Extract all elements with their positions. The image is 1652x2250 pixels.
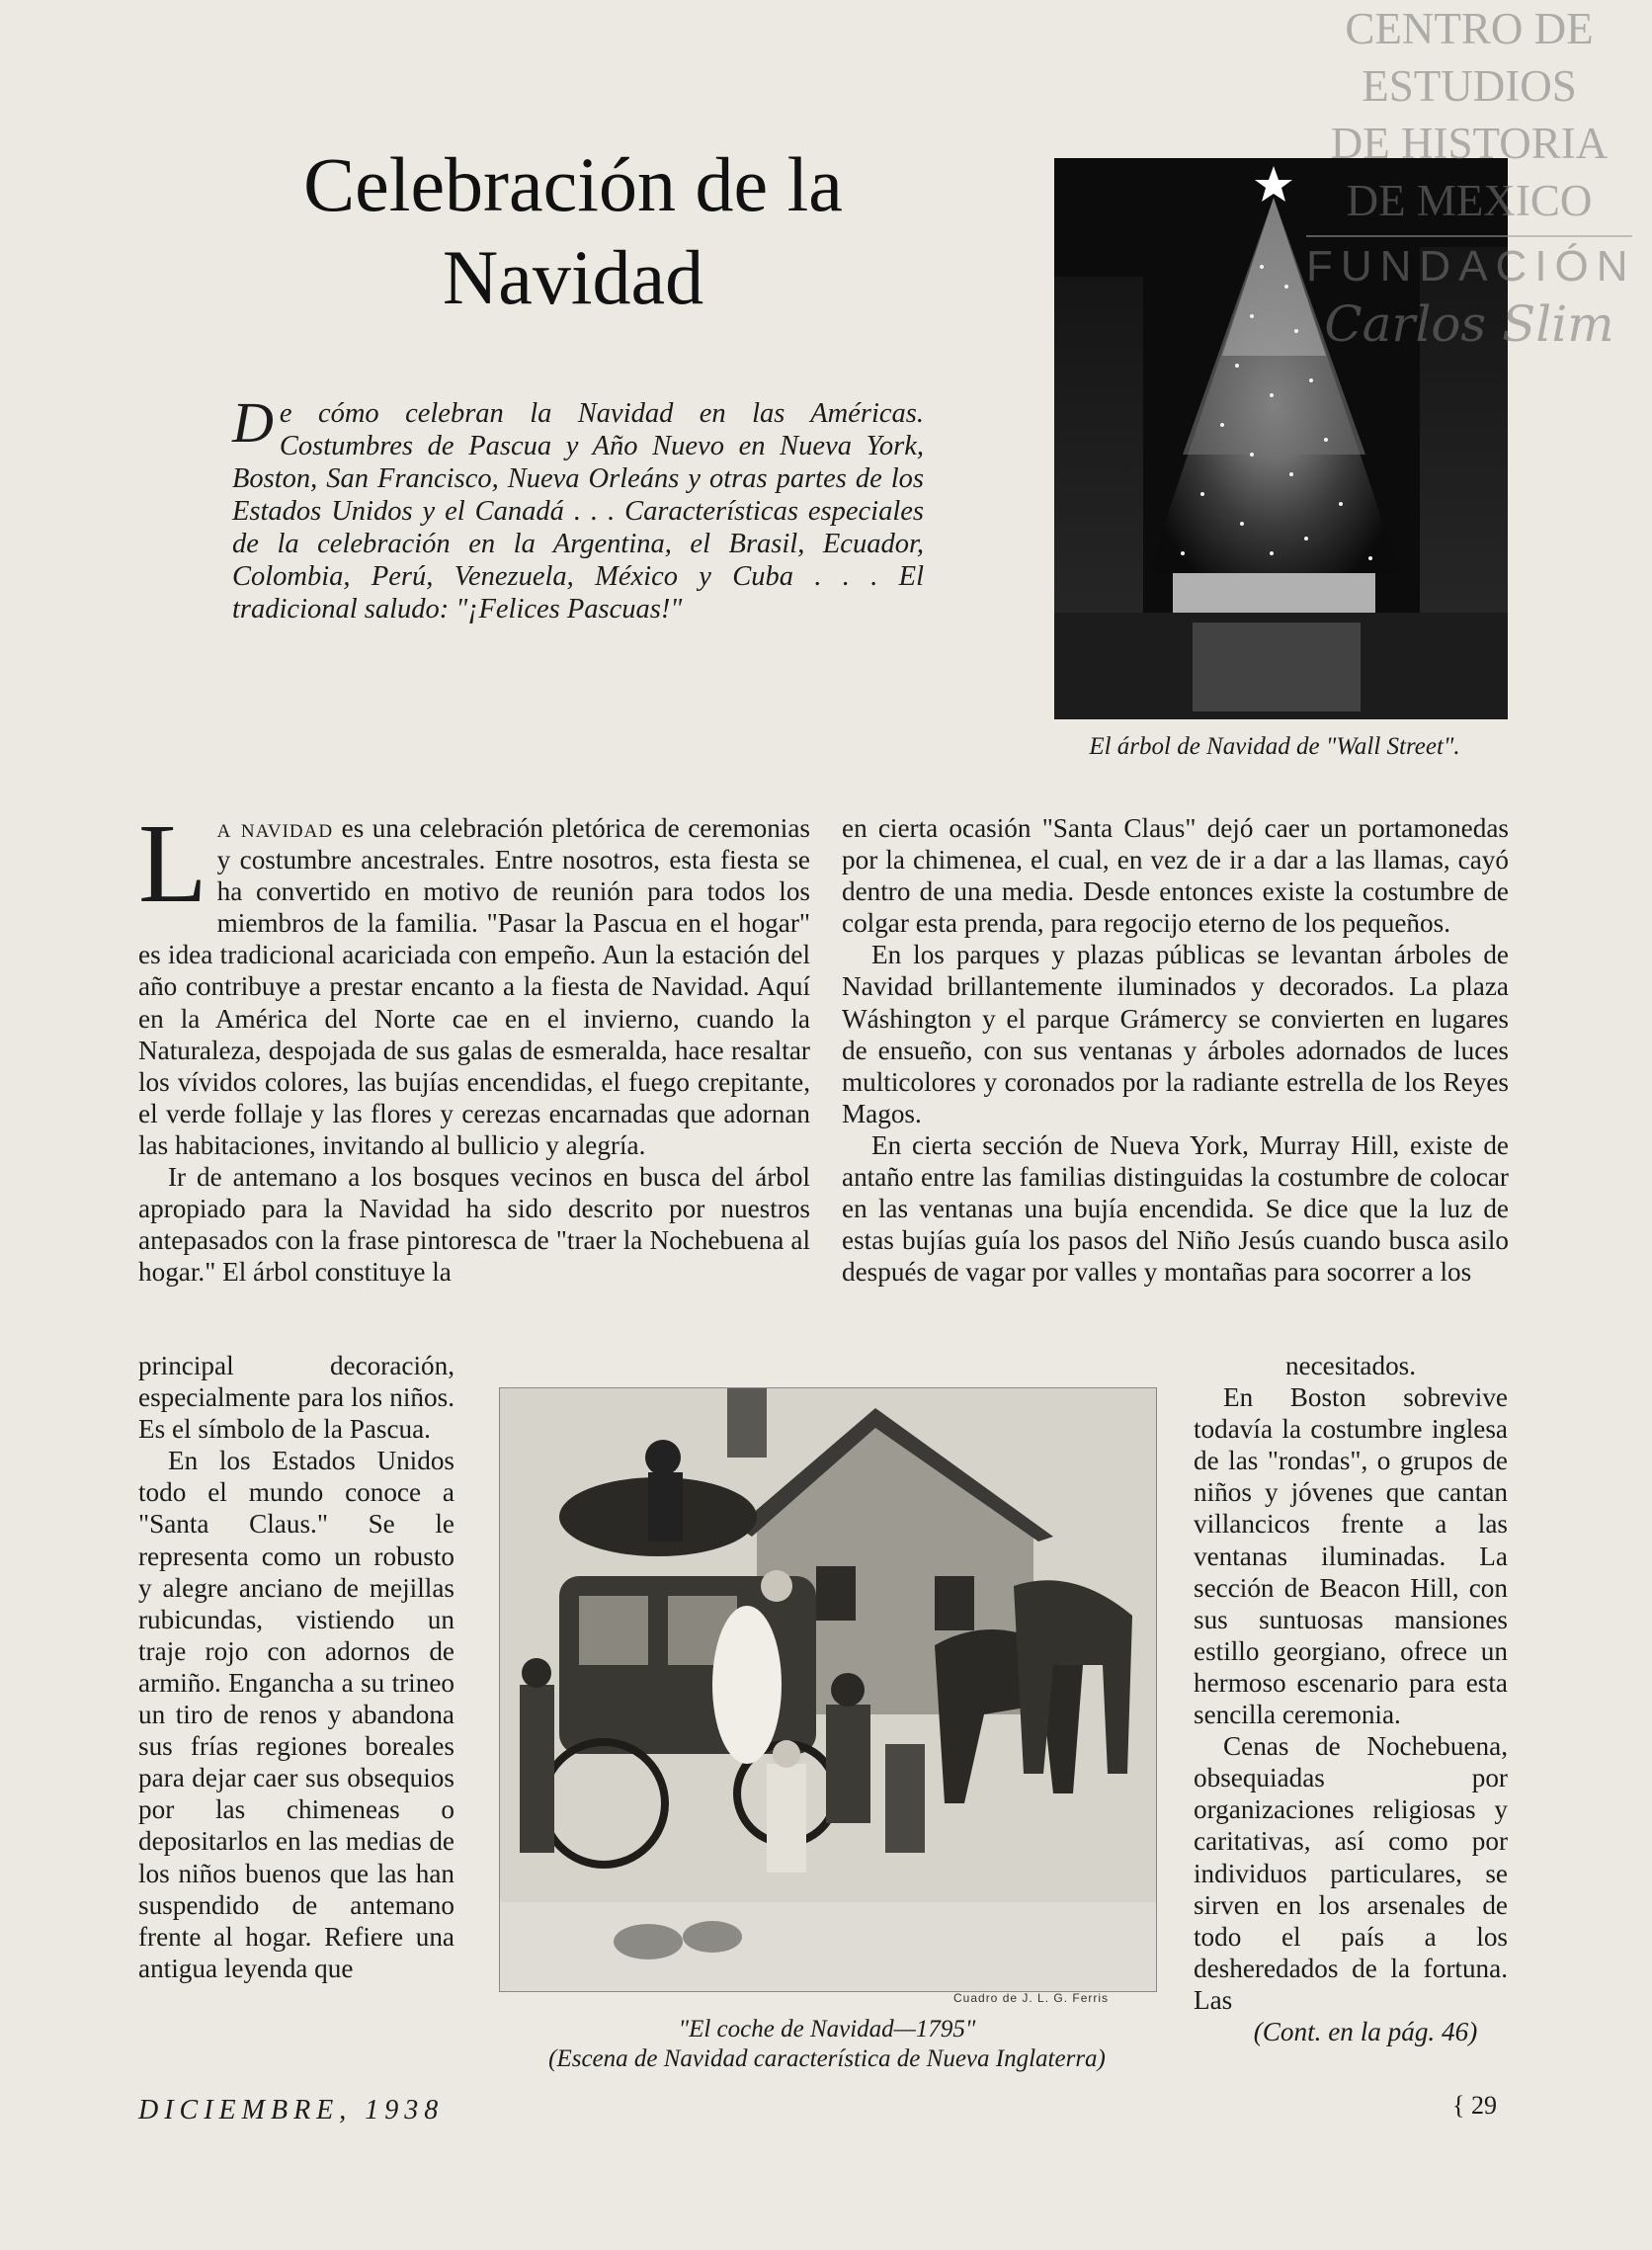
- tree-caption: El árbol de Navidad de "Wall Street".: [1089, 733, 1460, 760]
- page-number: [1452, 2091, 1497, 2121]
- watermark-signature: Carlos Slim: [1324, 295, 1614, 353]
- watermark-line-1: CENTRO DE: [1345, 4, 1594, 53]
- page-bracket: {: [1452, 2091, 1465, 2120]
- watermark-line-2: ESTUDIOS: [1362, 61, 1577, 111]
- watermark-line-3: DE HISTORIA: [1330, 119, 1609, 168]
- column-2-top: [842, 812, 1509, 1288]
- col1-paragraph-3: En los Estados Unidos todo el mundo conoce a "Santa Claus." Se le representa como un robusto y alegre anciano de mejillas rubicundas, vistiendo un traje rojo con adornos de armiño. Engancha a su trineo un tiro de renos y abandona sus frías regiones boreales para dejar caer sus obsequios por las chimeneas o depositarlos en las medias de los niños buenos que las han suspendido de antemano frente al hogar. Refiere una antigua leyenda que: [138, 1446, 454, 1983]
- column-1-top: [138, 800, 810, 1288]
- article-title: [188, 138, 958, 324]
- intro-text: e cómo celebran la Navidad en las Américas. Costumbres de Pascua y Año Nuevo en Nueva York, Boston, San Francisco, Nueva Orleáns y otras partes de los Estados Unidos y el Canadá . . . Características especiales de la celebración en la Argentina, el Brasil, Ecuador, Colombia, Perú, Venezuela, México y Cuba . . . El tradicional saludo: "¡Felices Pascuas!": [232, 398, 924, 625]
- column-1-narrow: [138, 1350, 454, 1984]
- col1-paragraph-2: Ir de antemano a los bosques vecinos en busca del árbol apropiado para la Navidad ha sido descrito por nuestros antepasados con la frase pintoresca de "traer la Nochebuena al hogar." El árbol constituye la: [138, 1162, 810, 1288]
- intro-dropcap: D: [232, 390, 274, 455]
- col1-paragraph-2-cont: principal decoración, especialmente para los niños. Es el símbolo de la Pascua.: [138, 1351, 454, 1445]
- page-number-value: 29: [1470, 2091, 1497, 2120]
- christmas-coach-engraving: [499, 1387, 1157, 1992]
- engraving-caption-2: (Escena de Navidad característica de Nueva Inglaterra): [548, 2045, 1106, 2072]
- col2-paragraph-5: Cenas de Nochebuena, obsequiadas por organizaciones religiosas y caritativas, así como por individuos particulares, se sirven en los arsenales de todo el país a los desheredados de la fortuna. Las: [1194, 1731, 1508, 2015]
- col2-paragraph-1: en cierta ocasión "Santa Claus" dejó caer un portamonedas por la chimenea, el cual, en vez de ir a dar a las llamas, cayó dentro de una media. Desde entonces existe la costumbre de colgar esta prenda, para regocijo eterno de los pequeños.: [842, 813, 1509, 939]
- watermark-line-5: FUNDACIÓN: [1306, 235, 1632, 296]
- issue-date: DICIEMBRE, 1938: [138, 2095, 445, 2125]
- engraving-credit: Cuadro de J. L. G. Ferris: [953, 1991, 1110, 2005]
- intro-summary: [232, 390, 924, 625]
- continued-note: (Cont. en la pág. 46): [1253, 2016, 1478, 2046]
- col2-paragraph-3: En cierta sección de Nueva York, Murray Hill, existe de antaño entre las familias distinguidas la costumbre de colocar en las ventanas una bujía encendida. Se dice que la luz de estas bujías guía los pasos del Niño Jesús cuando busca asilo después de vagar por valles y montañas para socorrer a los: [842, 1129, 1509, 1288]
- watermark: [1306, 0, 1636, 353]
- engraving-caption-1: "El coche de Navidad—1795": [678, 2016, 976, 2042]
- title-line-1: Celebración de la: [303, 141, 843, 227]
- col2-paragraph-3-cont: necesitados.: [1284, 1351, 1417, 1380]
- column-2-narrow: [1194, 1350, 1508, 2047]
- col1-dropcap: L: [138, 800, 207, 926]
- title-line-2: Navidad: [442, 234, 704, 320]
- col2-paragraph-2: En los parques y plazas públicas se levantan árboles de Navidad brillantemente iluminados y decorados. La plaza Wáshington y el parque Grámercy se convierten en lugares de ensueño, con sus ventanas y árboles adornados de luces multicolores y coronados por la radiante estrella de los Reyes Magos.: [842, 940, 1509, 1128]
- coach-illustration: [500, 1388, 1156, 1991]
- col1-p1-text: es una celebración pletórica de ceremonias y costumbre ancestrales. Entre nosotros, esta fiesta se ha convertido en motivo de reunión para todos los miembros de la familia. "Pasar la Pascua en el hogar" es idea tradicional acariciada con empeño. Aun la estación del año contribuye a prestar encanto a la fiesta de Navidad. Aquí en la América del Norte cae en el invierno, cuando la Naturaleza, despojada de sus galas de esmeralda, hace resaltar los vívidos colores, las bujías encendidas, el fuego crepitante, el verde follaje y las flores y cerezas encarnadas que adornan las habitaciones, invitando al bullicio y alegría.: [138, 813, 810, 1160]
- col2-paragraph-4: En Boston sobrevive todavía la costumbre inglesa de las "rondas", o grupos de niños y jóvenes que cantan villancicos frente a las ventanas iluminadas. La sección de Beacon Hill, con sus suntuosas mansiones estillo georgiano, ofrece un hermoso escenario para esta sencilla ceremonia.: [1194, 1382, 1508, 1730]
- col1-paragraph-1: [138, 800, 810, 1161]
- col1-lead: a navidad: [216, 813, 334, 843]
- watermark-line-4: DE MEXICO: [1346, 176, 1593, 225]
